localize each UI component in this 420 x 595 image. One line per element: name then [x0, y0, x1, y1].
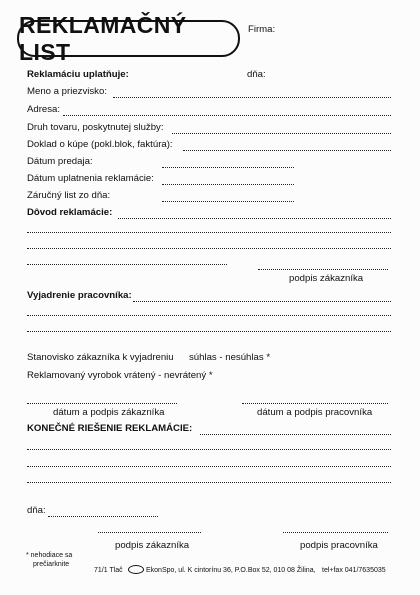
datum-uplatnenia-label: Dátum uplatnenia reklamácie: [27, 173, 154, 184]
firma-label: Firma: [248, 24, 276, 35]
datum-predaja-label: Dátum predaja: [27, 156, 93, 167]
vyjadrenie-field-line-1[interactable] [133, 301, 391, 302]
signature-line-customer-1[interactable] [258, 269, 388, 270]
printer-phone: tel+fax 041/7635035 [322, 567, 386, 574]
suhlas-nesuhlas-option[interactable]: súhlas - nesúhlas * [189, 352, 271, 363]
title-frame [17, 11, 240, 65]
vyjadrenie-field-line-3[interactable] [27, 331, 391, 332]
doklad-label: Doklad o kúpe (pokl.blok, faktúra): [27, 139, 173, 150]
dovod-field-line-2[interactable] [27, 232, 391, 233]
vyjadrenie-field-line-2[interactable] [27, 315, 391, 316]
datum-podpis-zakaznika-label: dátum a podpis zákazníka [53, 407, 165, 418]
dna-field-2[interactable] [48, 516, 158, 517]
signature-line-customer-2[interactable] [98, 532, 201, 533]
vyjadrenie-label: Vyjadrenie pracovníka: [27, 290, 132, 301]
printer-address: EkonSpo, ul. K cintorínu 36, P.O.Box 52, 010 08 Žilina, [146, 567, 316, 574]
dovod-label: Dôvod reklamácie: [27, 207, 113, 218]
reklamovany-vyrobok-label: Reklamovaný vyrobok vrátený - nevrátený * [27, 370, 213, 381]
adresa-field[interactable] [63, 115, 391, 116]
signature-line-worker-2[interactable] [283, 532, 388, 533]
konecne-field-line-3[interactable] [27, 466, 391, 467]
dovod-field-line-4[interactable] [27, 264, 227, 265]
datum-predaja-field[interactable] [162, 167, 294, 168]
adresa-label: Adresa: [27, 104, 61, 115]
doklad-field[interactable] [183, 150, 391, 151]
dna-label-2: dňa: [27, 505, 46, 516]
signature-line-customer-date[interactable] [27, 403, 177, 404]
meno-label: Meno a priezvisko: [27, 86, 107, 97]
datum-podpis-pracovnika-label: dátum a podpis pracovníka [257, 407, 373, 418]
zarucny-list-label: Záručný list zo dňa: [27, 190, 111, 201]
dna-label: dňa: [247, 69, 266, 80]
konecne-field-line-2[interactable] [27, 449, 391, 450]
druh-tovaru-field[interactable] [172, 133, 391, 134]
druh-tovaru-label: Druh tovaru, poskytnutej služby: [27, 122, 164, 133]
podpis-zakaznika-label-2: podpis zákazníka [115, 540, 190, 551]
podpis-pracovnika-label-2: podpis pracovníka [300, 540, 378, 551]
reklamaciu-uplatnuje-label: Reklamáciu uplatňuje: [27, 69, 129, 80]
datum-uplatnenia-field[interactable] [162, 184, 294, 185]
konecne-field-line-4[interactable] [27, 482, 391, 483]
page-title: REKLAMAČNÝ LIST [19, 11, 187, 65]
konecne-riesenie-label: KONEČNÉ RIEŠENIE REKLAMÁCIE: [27, 423, 193, 434]
dovod-field-line-3[interactable] [27, 248, 391, 249]
podpis-zakaznika-label-1: podpis zákazníka [289, 273, 364, 284]
meno-field[interactable] [113, 97, 391, 98]
dovod-field-line-1[interactable] [118, 218, 391, 219]
signature-line-worker-date[interactable] [242, 403, 388, 404]
zarucny-list-field[interactable] [162, 201, 294, 202]
footnote-line-1: * nehodiace sa [26, 552, 73, 559]
konecne-field-line-1[interactable] [200, 434, 391, 435]
stanovisko-label: Stanovisko zákazníka k vyjadreniu [27, 352, 174, 363]
footnote-line-2: prečiarknite [33, 561, 70, 568]
printer-code: 71/1 Tlač [94, 567, 123, 574]
printer-logo-icon [128, 565, 144, 574]
